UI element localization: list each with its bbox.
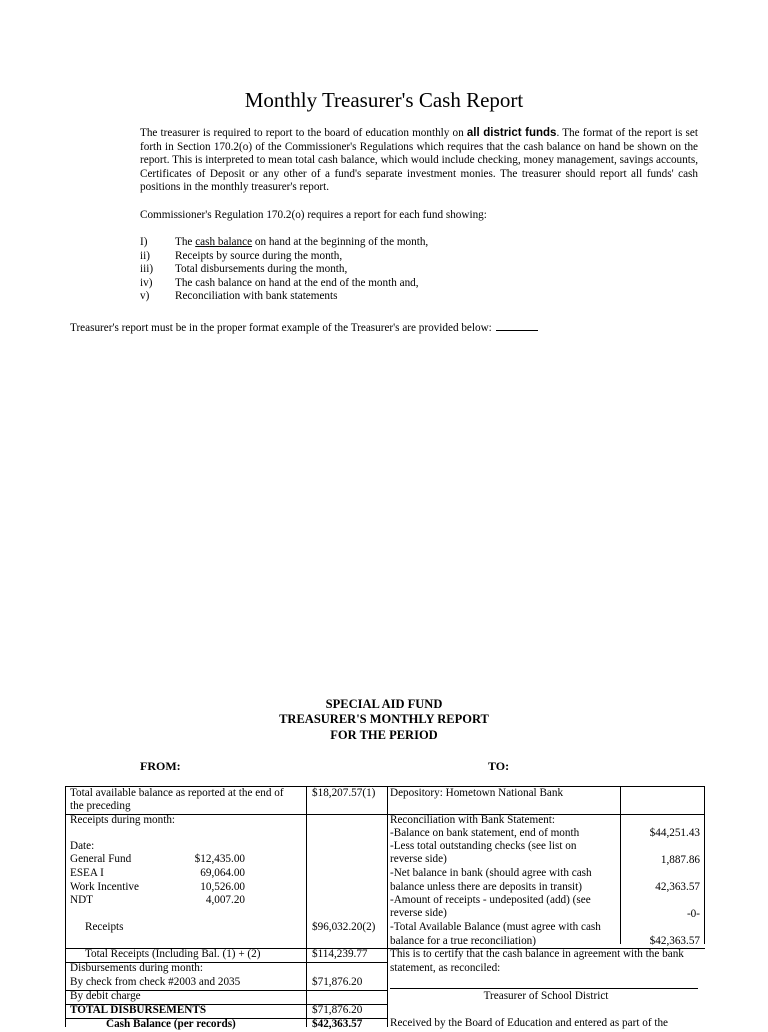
list-number: v) — [140, 290, 150, 302]
list-number: iv) — [140, 276, 153, 289]
total-receipts-amount: $114,239.77 — [312, 948, 368, 960]
less-checks-label-cont: reverse side) — [390, 853, 447, 865]
balance-on-statement-label: -Balance on bank statement, end of month — [390, 827, 580, 839]
page-title: Monthly Treasurer's Cash Report — [244, 88, 524, 112]
net-balance-label-cont: balance unless there are deposits in transit) — [390, 881, 582, 893]
list-item — [140, 277, 428, 291]
receipt-item-amount: 10,526.00 — [200, 881, 245, 893]
list-item — [140, 250, 428, 264]
reconciliation-title: Reconciliation with Bank Statement: — [390, 814, 555, 826]
intro-paragraph — [140, 127, 698, 195]
receipts-during-month-label: Receipts during month: — [70, 814, 176, 826]
total-available-label-cont: the preceding — [70, 800, 131, 812]
report-table — [65, 786, 705, 1030]
report-heading-period: FOR THE PERIOD — [330, 728, 438, 742]
total-disbursements-label: TOTAL DISBURSEMENTS — [70, 1004, 207, 1016]
column-divider — [704, 787, 705, 944]
list-item — [140, 236, 428, 250]
column-divider — [620, 787, 621, 944]
receipt-item-name: Work Incentive — [70, 881, 139, 893]
disbursements-label: Disbursements during month: — [70, 962, 203, 974]
certify-text-cont: statement, as reconciled: — [390, 962, 501, 974]
undeposited-label: -Amount of receipts - undeposited (add) (see — [390, 894, 591, 906]
cash-balance-label: Cash Balance (per records) — [106, 1018, 236, 1030]
intro-bold-text: all district funds — [466, 127, 557, 139]
column-divider — [306, 787, 307, 1027]
regulation-intro: Commissioner's Regulation 170.2(o) requires a report for each fund showing: — [140, 209, 487, 221]
undeposited-amount: -0- — [686, 908, 700, 920]
receipts-label: Receipts — [85, 921, 124, 933]
total-available-balance-amount: $42,363.57 — [649, 935, 700, 947]
from-label: FROM: — [140, 759, 181, 773]
cash-balance-amount: $42,363.57 — [312, 1018, 363, 1030]
date-label: Date: — [70, 840, 95, 852]
net-balance-amount: 42,363.57 — [655, 881, 700, 893]
net-balance-label: -Net balance in bank (should agree with cash — [390, 867, 592, 879]
received-by-board-text: Received by the Board of Education and entered as part of the — [390, 1017, 669, 1029]
intro-text-1: The treasurer is required to report to the board of education monthly on — [140, 127, 467, 139]
list-text: Reconciliation with bank statements — [175, 290, 338, 302]
total-available-balance-label-cont: balance for a true reconciliation) — [390, 935, 536, 947]
list-item — [140, 290, 428, 304]
by-debit-label: By debit charge — [70, 990, 141, 1002]
receipt-item-name: General Fund — [70, 853, 132, 865]
depository-label: Depository: Hometown National Bank — [390, 787, 564, 799]
treasurer-signature-label: Treasurer of School District — [483, 990, 609, 1002]
list-underlined-text: cash balance — [195, 236, 253, 248]
blank-line — [496, 321, 538, 331]
list-text: The cash balance on hand at the end of the month and, — [175, 276, 419, 289]
report-heading-title: TREASURER'S MONTHLY REPORT — [279, 712, 489, 726]
list-text: Receipts by source during the month, — [175, 249, 343, 262]
total-disbursements-amount: $71,876.20 — [312, 1004, 363, 1016]
by-check-label: By check from check #2003 and 2035 — [70, 976, 241, 988]
total-available-balance-label: -Total Available Balance (must agree with cash — [390, 921, 601, 933]
undeposited-label-cont: reverse side) — [390, 907, 447, 919]
signature-line — [390, 988, 698, 989]
report-heading-fund: SPECIAL AID FUND — [325, 697, 443, 711]
format-note — [70, 321, 538, 334]
receipt-item-name: ESEA I — [70, 867, 104, 879]
list-item — [140, 263, 428, 277]
receipt-item-amount: 69,064.00 — [200, 867, 245, 879]
list-text: Total disbursements during the month, — [175, 263, 348, 275]
intro-text-2: . The format of the report is set forth in Section 170.2(o) of the Commissioner's Regulations which requires that the cash balance on hand be shown on the report. This is interpreted to mean total cash balance, which would include checking, money management, savings accounts, Certificates of Deposit or any other of a fund's separate investment monies. The treasurer should report all funds' cash positions in the monthly treasurer's report. — [140, 127, 698, 194]
total-receipts-label: Total Receipts (Including Bal. (1) + (2) — [85, 948, 261, 960]
list-text: The — [175, 236, 196, 248]
receipt-item-amount: $12,435.00 — [194, 853, 245, 865]
balance-on-statement-amount: $44,251.43 — [649, 827, 700, 839]
list-number: iii) — [140, 263, 154, 275]
list-text: on hand at the beginning of the month, — [252, 236, 429, 248]
format-note-text: Treasurer's report must be in the proper format example of the Treasurer's are provided below: — [70, 322, 492, 334]
less-checks-amount: 1,887.86 — [660, 854, 700, 866]
list-number: I) — [140, 236, 148, 248]
to-label: TO: — [488, 759, 510, 773]
receipt-item-amount: 4,007.20 — [205, 894, 245, 906]
total-available-label: Total available balance as reported at the end of — [70, 787, 284, 799]
less-checks-label: -Less total outstanding checks (see list on — [390, 840, 577, 852]
requirements-list — [140, 236, 428, 304]
total-available-amount: $18,207.57(1) — [312, 787, 376, 799]
by-check-amount: $71,876.20 — [312, 976, 363, 988]
certify-text: This is to certify that the cash balance in agreement with the bank — [390, 948, 684, 960]
list-number: ii) — [140, 249, 150, 262]
receipts-amount: $96,032.20(2) — [312, 921, 376, 933]
receipt-item-name: NDT — [70, 894, 93, 906]
